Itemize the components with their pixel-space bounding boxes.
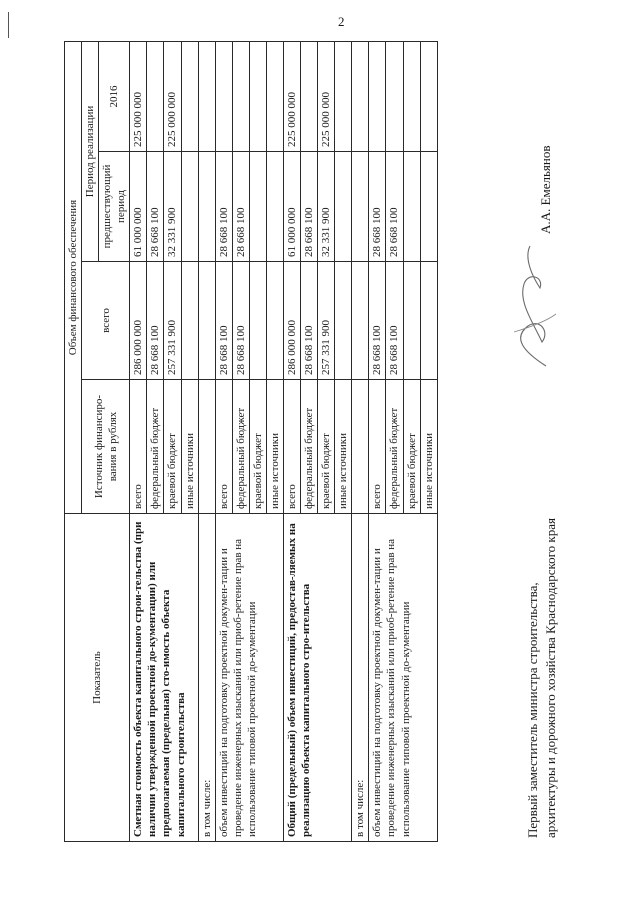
table-row <box>369 41 386 841</box>
indicator-cell: в том числе: <box>352 514 369 842</box>
source-cell: федеральный бюджет <box>147 380 164 514</box>
source-cell: иные источники <box>420 380 437 514</box>
source-cell: иные источники <box>181 380 198 514</box>
source-cell: краевой бюджет <box>403 380 420 514</box>
total-cell: 286 000 000 <box>130 262 147 380</box>
previous-cell: 28 668 100 <box>369 152 386 262</box>
table-row <box>198 41 215 841</box>
year-2016-cell <box>232 41 249 151</box>
table-body <box>130 41 437 841</box>
indicator-cell: объем инвестиций на подготовку проектной докумен-тации и проведение инженерных изысканий или приоб-ретение прав на использование типовой проектной до-кументации <box>215 514 283 842</box>
header-volume: Объем финансового обеспечения <box>65 41 82 513</box>
year-2016-cell <box>369 41 386 151</box>
header-period: Период реализации <box>82 41 99 261</box>
previous-cell <box>181 152 198 262</box>
previous-cell: 32 331 900 <box>164 152 181 262</box>
total-cell: 28 668 100 <box>147 262 164 380</box>
previous-cell <box>420 152 437 262</box>
total-cell <box>181 262 198 380</box>
previous-cell: 28 668 100 <box>215 152 232 262</box>
signature-name: А.А. Емельянов <box>538 145 553 234</box>
indicator-cell: Общий (предельный) объем инвестиций, предостав-ляемых на реализацию объекта капитального стро-ительства <box>284 514 352 842</box>
source-cell: краевой бюджет <box>318 380 335 514</box>
source-cell: федеральный бюджет <box>301 380 318 514</box>
table-row <box>215 41 232 841</box>
table-row <box>352 41 369 841</box>
previous-cell: 61 000 000 <box>284 152 301 262</box>
year-2016-cell <box>301 41 318 151</box>
source-cell: краевой бюджет <box>164 380 181 514</box>
signature-title-line: Первый заместитель министра строительства, <box>525 582 540 838</box>
header-year: 2016 <box>99 41 130 151</box>
year-2016-cell: 225 000 000 <box>318 41 335 151</box>
total-cell: 28 668 100 <box>369 262 386 380</box>
total-cell: 28 668 100 <box>215 262 232 380</box>
header-total: всего <box>82 262 130 380</box>
header-source: Источник финансиро-вания в рублях <box>82 380 130 514</box>
year-2016-cell <box>420 41 437 151</box>
total-cell <box>403 262 420 380</box>
previous-cell: 28 668 100 <box>232 152 249 262</box>
previous-cell <box>335 152 352 262</box>
previous-cell: 61 000 000 <box>130 152 147 262</box>
financing-table <box>64 41 438 842</box>
year-2016-cell <box>403 41 420 151</box>
year-2016-cell: 225 000 000 <box>130 41 147 151</box>
source-cell <box>198 380 215 514</box>
source-cell: федеральный бюджет <box>386 380 403 514</box>
indicator-cell: объем инвестиций на подготовку проектной докумен-тации и проведение инженерных изысканий или приоб-ретение прав на использование типовой проектной до-кументации <box>369 514 437 842</box>
indicator-cell: Сметная стоимость объекта капитального строи-тельства (при наличии утвержденной проектной до-кументации) или предполагаемая (предельная) сто-имость объекта капитального строительства <box>130 514 198 842</box>
year-2016-cell <box>181 41 198 151</box>
header-previous: предшествующий период <box>99 152 130 262</box>
total-cell <box>198 262 215 380</box>
table-row <box>130 41 147 841</box>
source-cell: федеральный бюджет <box>232 380 249 514</box>
previous-cell: 28 668 100 <box>386 152 403 262</box>
year-2016-cell <box>335 41 352 151</box>
margin-mark <box>8 12 9 38</box>
total-cell <box>335 262 352 380</box>
source-cell: краевой бюджет <box>249 380 266 514</box>
total-cell <box>352 262 369 380</box>
year-2016-cell <box>266 41 283 151</box>
source-cell: иные источники <box>266 380 283 514</box>
year-2016-cell <box>198 41 215 151</box>
previous-cell: 28 668 100 <box>301 152 318 262</box>
source-cell: всего <box>215 380 232 514</box>
previous-cell: 32 331 900 <box>318 152 335 262</box>
table-row <box>284 41 301 841</box>
previous-cell <box>249 152 266 262</box>
year-2016-cell <box>352 41 369 151</box>
total-cell: 286 000 000 <box>284 262 301 380</box>
header-indicator: Показатель <box>65 514 130 842</box>
previous-cell <box>352 152 369 262</box>
total-cell <box>266 262 283 380</box>
total-cell: 28 668 100 <box>386 262 403 380</box>
year-2016-cell <box>215 41 232 151</box>
signature-title <box>524 518 559 838</box>
source-cell: всего <box>130 380 147 514</box>
total-cell <box>420 262 437 380</box>
source-cell: иные источники <box>335 380 352 514</box>
handwritten-signature <box>494 242 564 372</box>
year-2016-cell: 225 000 000 <box>164 41 181 151</box>
source-cell: всего <box>284 380 301 514</box>
previous-cell <box>198 152 215 262</box>
previous-cell <box>403 152 420 262</box>
total-cell: 28 668 100 <box>232 262 249 380</box>
rotated-document <box>64 42 584 842</box>
signature-title-line: архитектуры и дорожного хозяйства Краснодарского края <box>542 518 558 838</box>
total-cell: 257 331 900 <box>318 262 335 380</box>
total-cell: 28 668 100 <box>301 262 318 380</box>
page-number: 2 <box>338 14 345 29</box>
source-cell <box>352 380 369 514</box>
source-cell: всего <box>369 380 386 514</box>
total-cell <box>249 262 266 380</box>
previous-cell <box>266 152 283 262</box>
total-cell: 257 331 900 <box>164 262 181 380</box>
year-2016-cell <box>249 41 266 151</box>
year-2016-cell <box>147 41 164 151</box>
year-2016-cell <box>386 41 403 151</box>
year-2016-cell: 225 000 000 <box>284 41 301 151</box>
previous-cell: 28 668 100 <box>147 152 164 262</box>
indicator-cell: в том числе: <box>198 514 215 842</box>
